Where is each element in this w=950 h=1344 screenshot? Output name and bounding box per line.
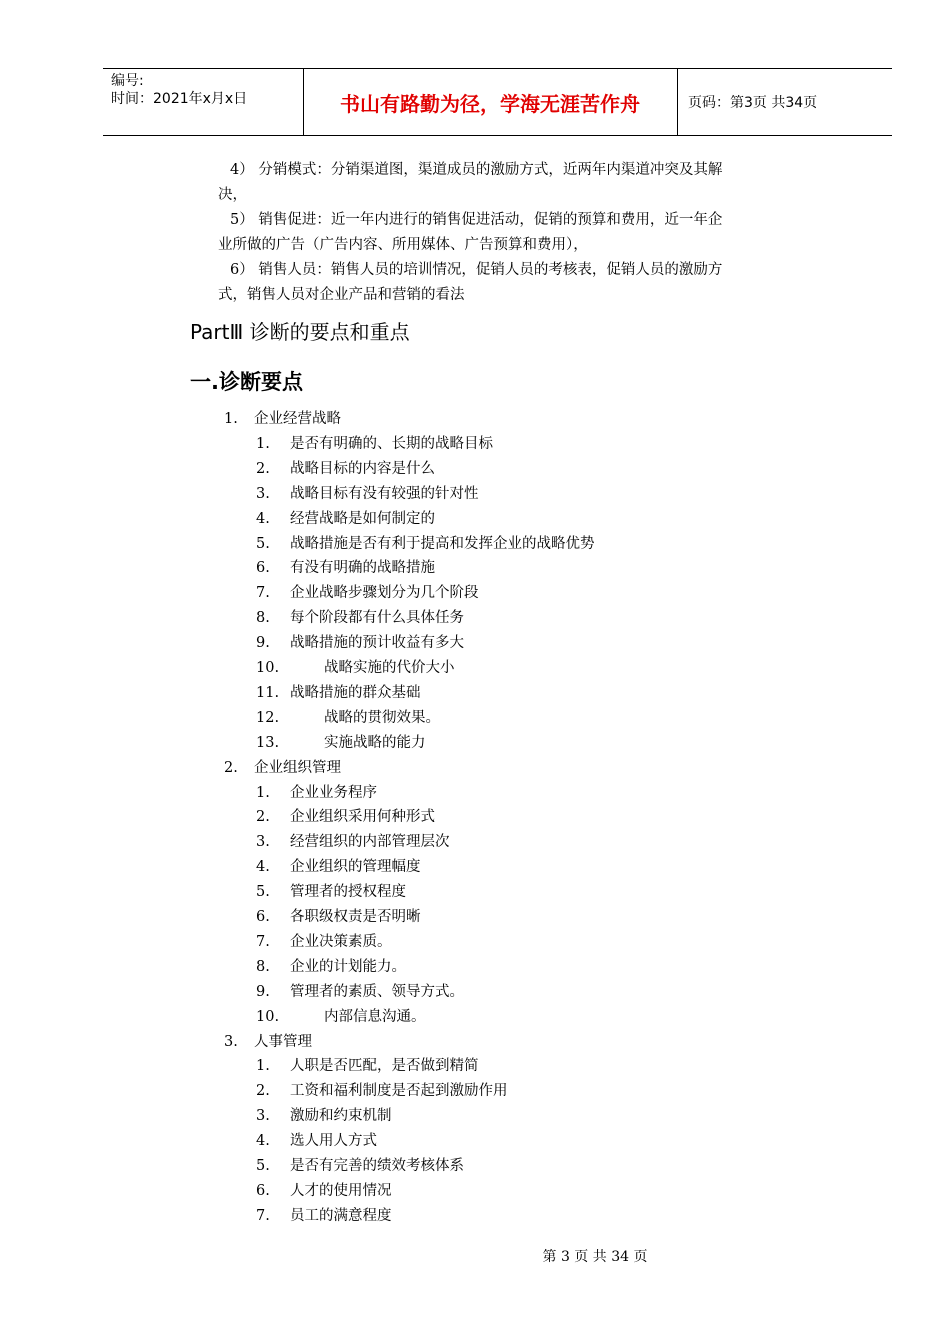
outline-item [256, 1079, 508, 1104]
part-heading: PartⅢ 诊断的要点和重点 [190, 320, 410, 344]
section-number: 2. [224, 759, 238, 776]
outline-section [224, 1030, 312, 1055]
outline-section [224, 407, 341, 432]
paragraph-line [218, 258, 818, 283]
paragraph-distribution [218, 158, 818, 208]
item-number: 5. [256, 884, 270, 901]
outline-item [256, 581, 479, 606]
item-text: 战略的贯彻效果。 [324, 709, 440, 726]
outline-item [256, 1104, 392, 1129]
item-number: 9. [256, 983, 270, 1000]
outline-section [224, 756, 341, 781]
item-number: 10. [256, 1008, 280, 1025]
item-text: 管理者的授权程度 [290, 884, 406, 901]
header-page-number: 页码：第3页 共34页 [688, 95, 818, 111]
paragraph-text: 决， [218, 187, 247, 203]
item-number: 2. [256, 809, 270, 826]
item-number: 9. [256, 635, 270, 652]
item-text: 经营组织的内部管理层次 [290, 834, 450, 851]
section-heading: 一.诊断要点 [190, 370, 303, 394]
item-text: 人才的使用情况 [290, 1182, 392, 1199]
outline-item [256, 457, 435, 482]
paragraph-text: 式，销售人员对企业产品和营销的看法 [218, 287, 465, 303]
item-number: 6. [256, 1182, 270, 1199]
section-title: 人事管理 [254, 1033, 312, 1050]
item-text: 每个阶段都有什么具体任务 [290, 610, 464, 627]
paragraph-sales-staff [218, 258, 818, 308]
outline-item [256, 656, 455, 681]
item-number: 1. [256, 784, 270, 801]
item-number: 8. [256, 610, 270, 627]
item-number: 8. [256, 958, 270, 975]
section-number: 3. [224, 1033, 238, 1050]
item-text: 工资和福利制度是否起到激励作用 [290, 1083, 508, 1100]
outline-item [256, 507, 435, 532]
outline-item [256, 1054, 479, 1079]
item-number: 1. [256, 1058, 270, 1075]
outline-item [256, 930, 392, 955]
outline-item [256, 681, 421, 706]
outline-item [256, 905, 421, 930]
section-number: 1. [224, 411, 238, 427]
item-text: 战略措施的预计收益有多大 [290, 635, 464, 652]
paragraph-text: 4） 分销模式：分销渠道图，渠道成员的激励方式，近两年内渠道冲突及其解 [230, 162, 723, 178]
item-text: 经营战略是如何制定的 [290, 510, 435, 527]
document-time-label: 时间：2021年x月x日 [111, 91, 248, 107]
outline-item [256, 631, 464, 656]
section-title: 企业组织管理 [254, 759, 341, 776]
item-text: 企业业务程序 [290, 784, 377, 801]
paragraph-sales-promotion [218, 208, 818, 258]
item-number: 5. [256, 535, 270, 552]
outline-item [256, 1204, 392, 1229]
outline-item [256, 1129, 377, 1154]
item-text: 内部信息沟通。 [324, 1008, 426, 1025]
item-number: 13. [256, 734, 280, 751]
outline-item [256, 880, 406, 905]
outline-item [256, 706, 440, 731]
item-number: 5. [256, 1158, 270, 1174]
header-slogan: 书山有路勤为径，学海无涯苦作舟 [340, 92, 640, 116]
item-text: 激励和约束机制 [290, 1108, 392, 1125]
item-text: 有没有明确的战略措施 [290, 560, 435, 577]
outline-item [256, 1005, 426, 1030]
item-number: 6. [256, 560, 270, 577]
item-number: 3. [256, 1108, 270, 1125]
paragraph-line [218, 208, 818, 233]
item-number: 12. [256, 709, 280, 726]
item-number: 4. [256, 510, 270, 527]
item-number: 6. [256, 909, 270, 925]
item-text: 战略目标有没有较强的针对性 [290, 485, 479, 502]
item-text: 是否有完善的绩效考核体系 [290, 1158, 464, 1174]
outline-item [256, 606, 464, 631]
item-text: 战略目标的内容是什么 [290, 460, 435, 477]
outline-item [256, 731, 426, 756]
item-text: 是否有明确的、长期的战略目标 [290, 435, 493, 452]
header-page-cell [678, 69, 892, 135]
item-text: 实施战略的能力 [324, 734, 426, 751]
outline-item [256, 1179, 392, 1204]
item-number: 4. [256, 1133, 270, 1150]
outline-item [256, 432, 493, 457]
outline-item [256, 855, 421, 880]
item-text: 员工的满意程度 [290, 1207, 392, 1224]
item-text: 企业战略步骤划分为几个阶段 [290, 585, 479, 602]
item-text: 企业组织的管理幅度 [290, 859, 421, 876]
item-text: 各职级权责是否明晰 [290, 909, 421, 925]
paragraph-text: 6） 销售人员：销售人员的培训情况，促销人员的考核表，促销人员的激励方 [230, 262, 723, 278]
item-number: 2. [256, 460, 270, 477]
outline-item [256, 532, 595, 557]
outline-item [256, 980, 464, 1005]
outline-item [256, 805, 435, 830]
document-number-label: 编号: [111, 73, 144, 89]
item-number: 3. [256, 485, 270, 502]
paragraph-line [218, 158, 818, 183]
item-number: 11. [256, 684, 280, 701]
page-footer: 第 3 页 共 34 页 [542, 1249, 648, 1265]
item-number: 7. [256, 585, 270, 602]
outline-item [256, 830, 450, 855]
item-number: 7. [256, 1207, 270, 1224]
item-number: 2. [256, 1083, 270, 1100]
item-number: 7. [256, 933, 270, 950]
paragraph-text: 业所做的广告（广告内容、所用媒体、广告预算和费用）， [218, 237, 588, 253]
outline-item [256, 556, 435, 581]
item-text: 战略措施的群众基础 [290, 684, 421, 701]
item-text: 战略措施是否有利于提高和发挥企业的战略优势 [290, 535, 595, 552]
outline-item [256, 1154, 464, 1179]
item-number: 1. [256, 435, 270, 452]
paragraph-text: 5） 销售促进：近一年内进行的销售促进活动，促销的预算和费用，近一年企 [230, 212, 723, 228]
header-meta-cell [103, 69, 304, 135]
item-text: 战略实施的代价大小 [324, 660, 455, 676]
outline-item [256, 781, 377, 806]
item-text: 企业的计划能力。 [290, 958, 406, 975]
section-title: 企业经营战略 [254, 411, 341, 427]
item-text: 企业组织采用何种形式 [290, 809, 435, 826]
item-number: 4. [256, 859, 270, 876]
item-number: 3. [256, 834, 270, 851]
page-header-table [103, 68, 892, 136]
outline-item [256, 955, 406, 980]
header-slogan-cell [303, 69, 678, 135]
item-text: 选人用人方式 [290, 1133, 377, 1150]
outline-item [256, 482, 479, 507]
item-number: 10. [256, 660, 280, 676]
item-text: 企业决策素质。 [290, 933, 392, 950]
item-text: 管理者的素质、领导方式。 [290, 983, 464, 1000]
item-text: 人职是否匹配，是否做到精简 [290, 1058, 479, 1075]
